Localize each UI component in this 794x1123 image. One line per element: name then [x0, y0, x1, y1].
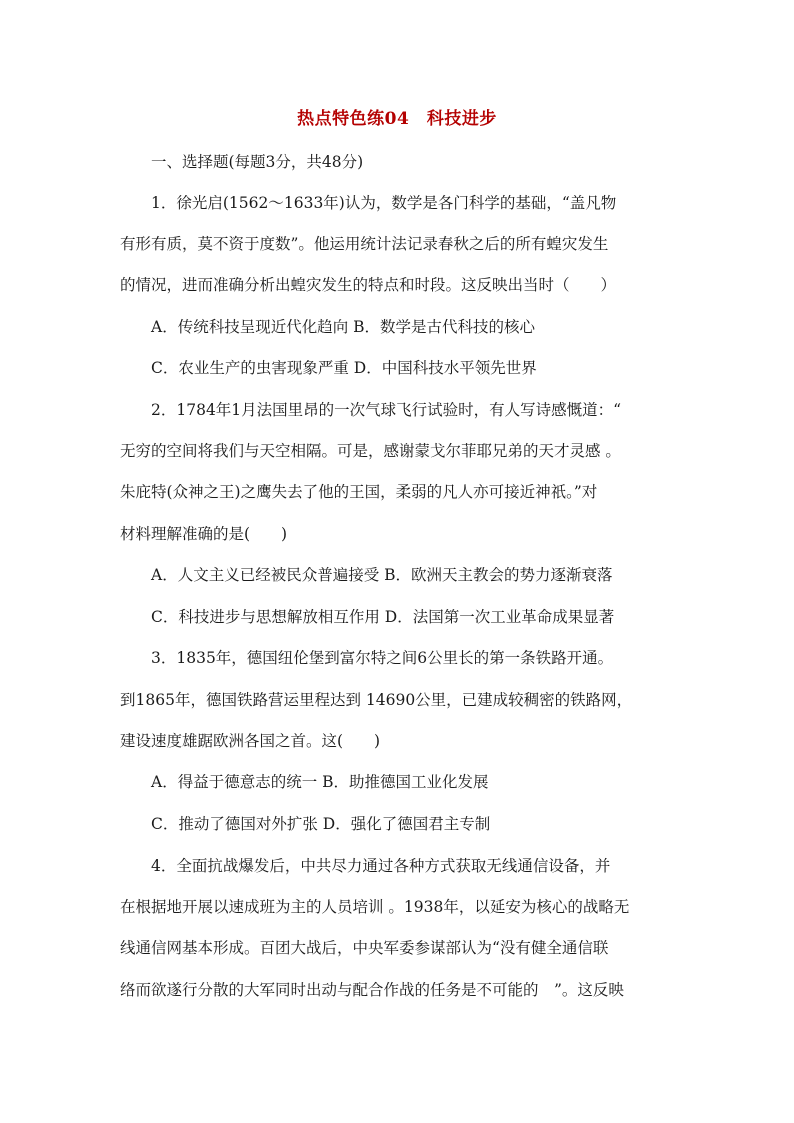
question-2-options-ab: A．人文主义已经被民众普遍接受 B．欧洲天主教会的势力逐渐衰落: [151, 566, 613, 584]
question-4-line-3: 线通信网基本形成。百团大战后，中央军委参谋部认为“没有健全通信联: [120, 939, 609, 957]
question-1-line-1: 1．徐光启(1562～1633年)认为，数学是各门科学的基础，“盖凡物: [151, 194, 617, 212]
question-3-line-2: 到1865年，德国铁路营运里程达到 14690公里，已建成较稠密的铁路网，: [120, 691, 633, 709]
section-header: 一、选择题(每题3分，共48分): [151, 153, 364, 171]
question-3-options-ab: A．得益于德意志的统一 B．助推德国工业化发展: [151, 773, 489, 791]
question-2-options-cd: C．科技进步与思想解放相互作用 D．法国第一次工业革命成果显著: [151, 608, 615, 626]
question-4-line-1: 4．全面抗战爆发后，中共尽力通过各种方式获取无线通信设备，并: [151, 857, 611, 875]
question-3-line-1: 3．1835年，德国纽伦堡到富尔特之间6公里长的第一条铁路开通。: [151, 649, 614, 667]
question-1-line-3: 的情况，进而准确分析出蝗灾发生的特点和时段。这反映出当时（ ）: [120, 276, 617, 294]
question-3-options-cd: C．推动了德国对外扩张 D．强化了德国君主专制: [151, 815, 491, 833]
question-1-options-cd: C．农业生产的虫害现象严重 D．中国科技水平领先世界: [151, 359, 537, 377]
question-2-line-3: 朱庇特(众神之王)之鹰失去了他的王国，柔弱的凡人亦可接近神祇。”对: [120, 483, 598, 501]
question-3-line-3: 建设速度雄踞欧洲各国之首。这( ): [120, 732, 381, 750]
question-4-line-4: 络而欲遂行分散的大军同时出动与配合作战的任务是不可能的 ”。这反映: [120, 981, 624, 999]
question-4-line-2: 在根据地开展以速成班为主的人员培训 。1938年，以延安为核心的战略无: [120, 898, 630, 916]
question-2-line-1: 2．1784年1月法国里昂的一次气球飞行试验时，有人写诗感慨道：“: [151, 401, 622, 419]
question-1-line-2: 有形有质，莫不资于度数”。他运用统计法记录春秋之后的所有蝗灾发生: [120, 235, 609, 253]
question-2-line-2: 无穷的空间将我们与天空相隔。可是，感谢蒙戈尔菲耶兄弟的天才灵感 。: [120, 442, 621, 460]
question-1-options-ab: A．传统科技呈现近代化趋向 B．数学是古代科技的核心: [151, 318, 536, 336]
question-2-line-4: 材料理解准确的是( ): [120, 525, 288, 543]
page-title: 热点特色练04 科技进步: [297, 109, 497, 129]
